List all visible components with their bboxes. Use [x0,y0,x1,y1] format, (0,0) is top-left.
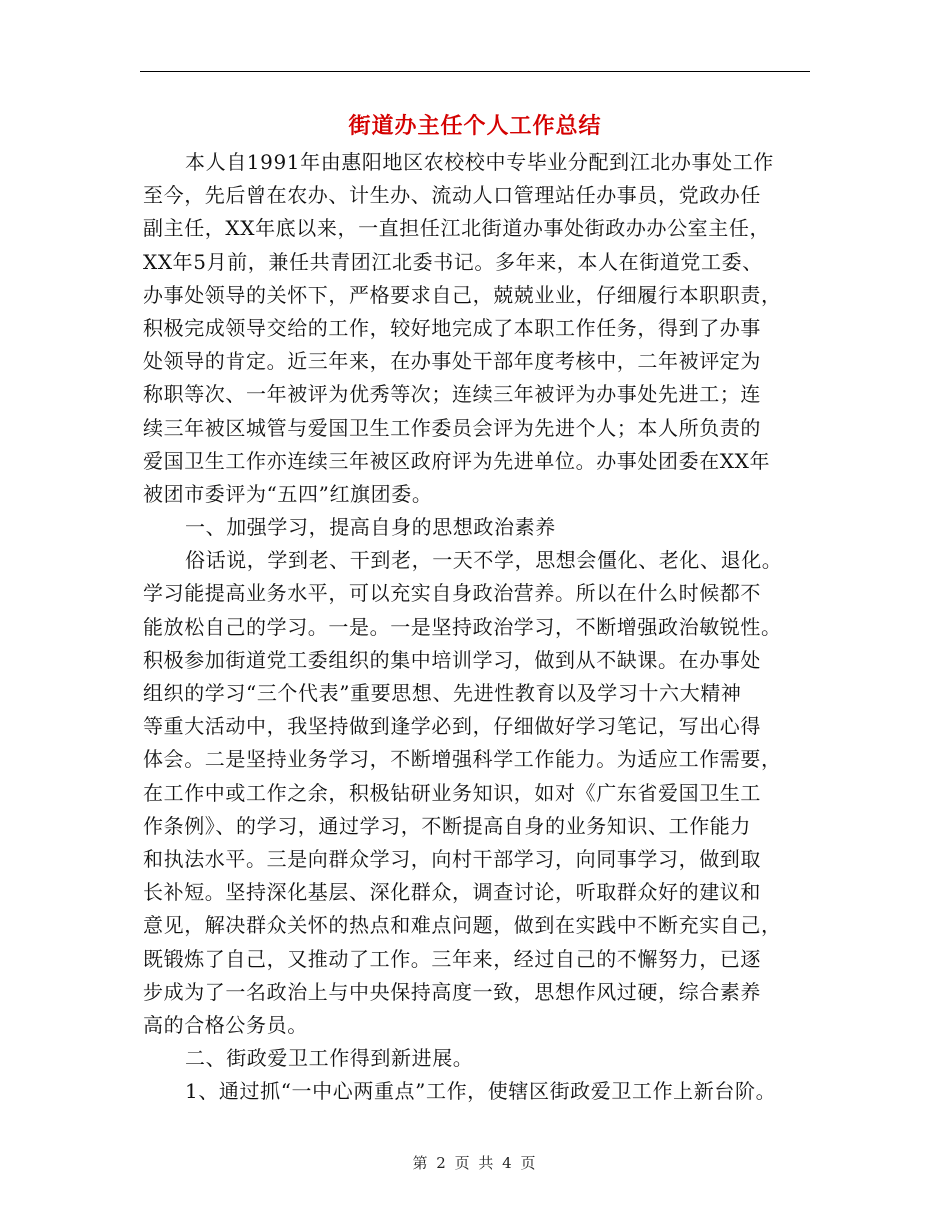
body-line: 长补短。坚持深化基层、深化群众，调查讨论，听取群众好的建议和 [143,880,761,905]
document-title: 街道办主任个人工作总结 [348,113,602,139]
body-line: 意见，解决群众关怀的热点和难点问题，做到在实践中不断充实自己， [143,913,782,938]
page-number: 第 2 页 共 4 页 [412,1154,538,1172]
body-line: 积极参加街道党工委组织的集中培训学习，做到从不缺课。在办事处 [143,647,761,672]
body-line: 组织的学习“三个代表”重要思想、先进性教育以及学习十六大精神 [143,681,742,705]
body-line: 学习能提高业务水平，可以充实自身政治营养。所以在什么时候都不 [143,581,761,606]
body-line: 积极完成领导交给的工作，较好地完成了本职工作任务，得到了办事 [143,315,761,340]
document-body [143,146,833,1108]
body-line: 二、街政爱卫工作得到新进展。 [185,1046,474,1071]
body-line: 办事处领导的关怀下，严格要求自己，兢兢业业，仔细履行本职职责， [143,282,782,307]
body-line: 作条例》、的学习，通过学习，不断提高自身的业务知识、工作能力 [143,813,751,838]
body-line: 既锻炼了自己，又推动了工作。三年来，经过自己的不懈努力，已逐 [143,946,761,971]
body-line: 高的合格公务员。 [143,1012,308,1037]
body-line: 一、加强学习，提高自身的思想政治素养 [185,515,556,540]
body-line: XX年5月前，兼任共青团江北委书记。多年来，本人在街道党工委、 [143,249,763,274]
body-line: 能放松自己的学习。一是。一是坚持政治学习，不断增强政治敏锐性。 [143,614,782,639]
body-line: 俗话说，学到老、干到老，一天不学，思想会僵化、老化、退化。 [185,548,783,573]
body-line: 被团市委评为“五四”红旗团委。 [143,481,433,506]
body-line: 体会。二是坚持业务学习，不断增强科学工作能力。为适应工作需要， [143,747,782,772]
body-line: 本人自1991年由惠阳地区农校校中专毕业分配到江北办事处工作 [185,150,774,174]
body-line: 续三年被区城管与爱国卫生工作委员会评为先进个人；本人所负责的 [143,415,761,440]
body-line: 等重大活动中，我坚持做到逢学必到，仔细做好学习笔记，写出心得 [143,714,761,739]
body-line: 处领导的肯定。近三年来，在办事处干部年度考核中，二年被评定为 [143,349,761,374]
body-line: 在工作中或工作之余，积极钻研业务知识，如对《广东省爱国卫生工 [143,780,761,805]
body-line: 步成为了一名政治上与中央保持高度一致，思想作风过硬，综合素养 [143,979,761,1004]
body-line: 和执法水平。三是向群众学习，向村干部学习，向同事学习，做到取 [143,846,761,871]
body-line: 爱国卫生工作亦连续三年被区政府评为先进单位。办事处团委在XX年 [143,448,771,473]
body-line: 称职等次、一年被评为优秀等次；连续三年被评为办事处先进工；连 [143,382,761,407]
body-line: 1、通过抓“一中心两重点”工作，使辖区街政爱卫工作上新台阶。 [185,1079,777,1104]
body-line: 至今，先后曾在农办、计生办、流动人口管理站任办事员，党政办任 [143,183,761,208]
header-rule [140,71,810,72]
body-line: 副主任，XX年底以来，一直担任江北街道办事处街政办办公室主任， [143,216,771,241]
